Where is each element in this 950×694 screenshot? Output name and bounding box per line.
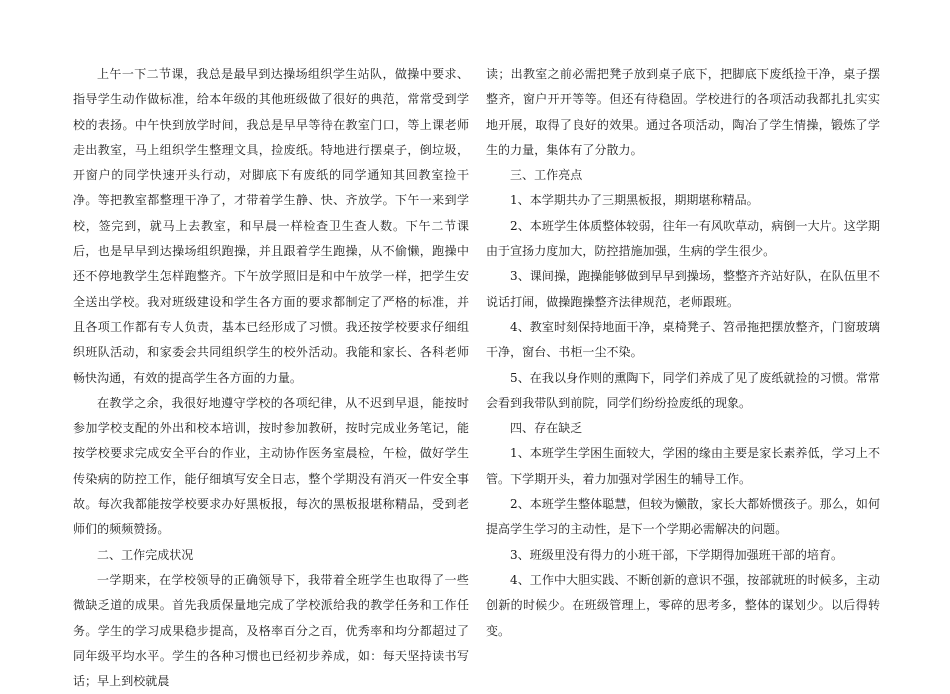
list-item: 3、班级里没有得力的小班干部，下学期得加强班干部的培育。	[510, 547, 844, 562]
list-item: 3、课间操，跑操能够做到早早到操场，整整齐齐站好队，在队伍里不说话打闹，做操跑操整齐法律规范，老师跟班。	[486, 269, 880, 309]
paragraph: 一学期来，在学校领导的正确领导下，我带着全班学生也取得了一些微缺乏道的成果。首先我质保量地完成了学校派给我的教学任务和工作任务。学生的学习成果稳步提高，及格率百分之百，优秀率和均分都超过了同年级平均水平。学生的各种习惯也已经初步养成，如：每天坚持读书写话；早上到校就晨	[73, 572, 469, 689]
list-item: 2、本班学生体质整体较弱，往年一有风吹草动，病倒一大片。这学期由于宣扬力度加大，防控措施加强，生病的学生很少。	[486, 218, 880, 259]
right-column	[486, 62, 880, 644]
list-item: 1、本学期共办了三期黑板报，期期堪称精品。	[510, 193, 759, 208]
section-heading: 二、工作完成状况	[97, 547, 194, 562]
section-heading: 四、存在缺乏	[510, 421, 583, 436]
paragraph: 上午一下二节课，我总是最早到达操场组织学生站队，做操中要求、指导学生动作做标准，给本年级的其他班级做了很好的典范，常常受到学校的表扬。中午快到放学时间，我总是早早等待在教室门口，等上课老师走出教室，马上组织学生整理文具，捡废纸。特地进行摆桌子，倒垃圾，开窗户的同学快速开头行动，对脚底下有废纸的同学通知其回教室捡干净。等把教室都整理干净了，才带着学生静、快、齐放学。下午一来到学校，签完到，就马上去教室，和早晨一样检查卫生查人数。下午二节课后，也是早早到达操场组织跑操，并且跟着学生跑操，从不偷懒，跑操中还不停地教学生怎样跑整齐。下午放学照旧是和中午放学一样，把学生安全送出学校。我对班级建设和学生各方面的要求都制定了严格的标准，并且各项工作都有专人负责，基本已经形成了习惯。我还按学校要求仔细组织班队活动，和家委会共同组织学生的校外活动。我能和家长、各科老师畅快沟通，有效的提高学生各方面的力量。	[73, 67, 469, 385]
list-item: 5、在我以身作则的熏陶下，同学们养成了见了废纸就捡的习惯。常常会看到我带队到前院，同学们纷纷捡废纸的现象。	[486, 370, 880, 410]
paragraph: 读；出教室之前必需把凳子放到桌子底下，把脚底下废纸捡干净，桌子摆整齐，窗户开开等等。但还有待稳固。学校进行的各项活动我都扎扎实实地开展，取得了良好的效果。通过各项活动，陶冶了学生情操，锻炼了学生的力量，集体有了分散力。	[486, 67, 880, 157]
section-heading: 三、工作亮点	[510, 168, 583, 183]
paragraph: 在教学之余，我很好地遵守学校的各项纪律，从不迟到早退，能按时参加学校支配的外出和校本培训，按时参加教研，按时完成业务笔记，能按学校要求完成安全平台的作业，主动协作医务室晨检，午检，做好学生传染病的防控工作，能仔细填写安全日志，整个学期没有消灭一件安全事故。每次我都能按学校要求办好黑板报，每次的黑板报堪称精品，受到老师们的频频赞扬。	[73, 395, 469, 537]
list-item: 4、工作中大胆实践、不断创新的意识不强，按部就班的时候多，主动创新的时候少。在班级管理上，零碎的思考多，整体的谋划少。以后得转变。	[486, 572, 880, 638]
left-column	[73, 62, 469, 694]
list-item: 4、教室时刻保持地面干净，桌椅凳子、笤帚拖把摆放整齐，门窗玻璃干净，窗台、书柜一尘不染。	[486, 319, 880, 360]
list-item: 1、本班学生学困生面较大，学困的缘由主要是家长素养低，学习上不管。下学期开头，着力加强对学困生的辅导工作。	[486, 446, 880, 486]
list-item: 2、本班学生整体聪慧，但较为懒散，家长大都娇惯孩子。那么，如何提高学生学习的主动性，是下一个学期必需解决的问题。	[486, 497, 880, 537]
